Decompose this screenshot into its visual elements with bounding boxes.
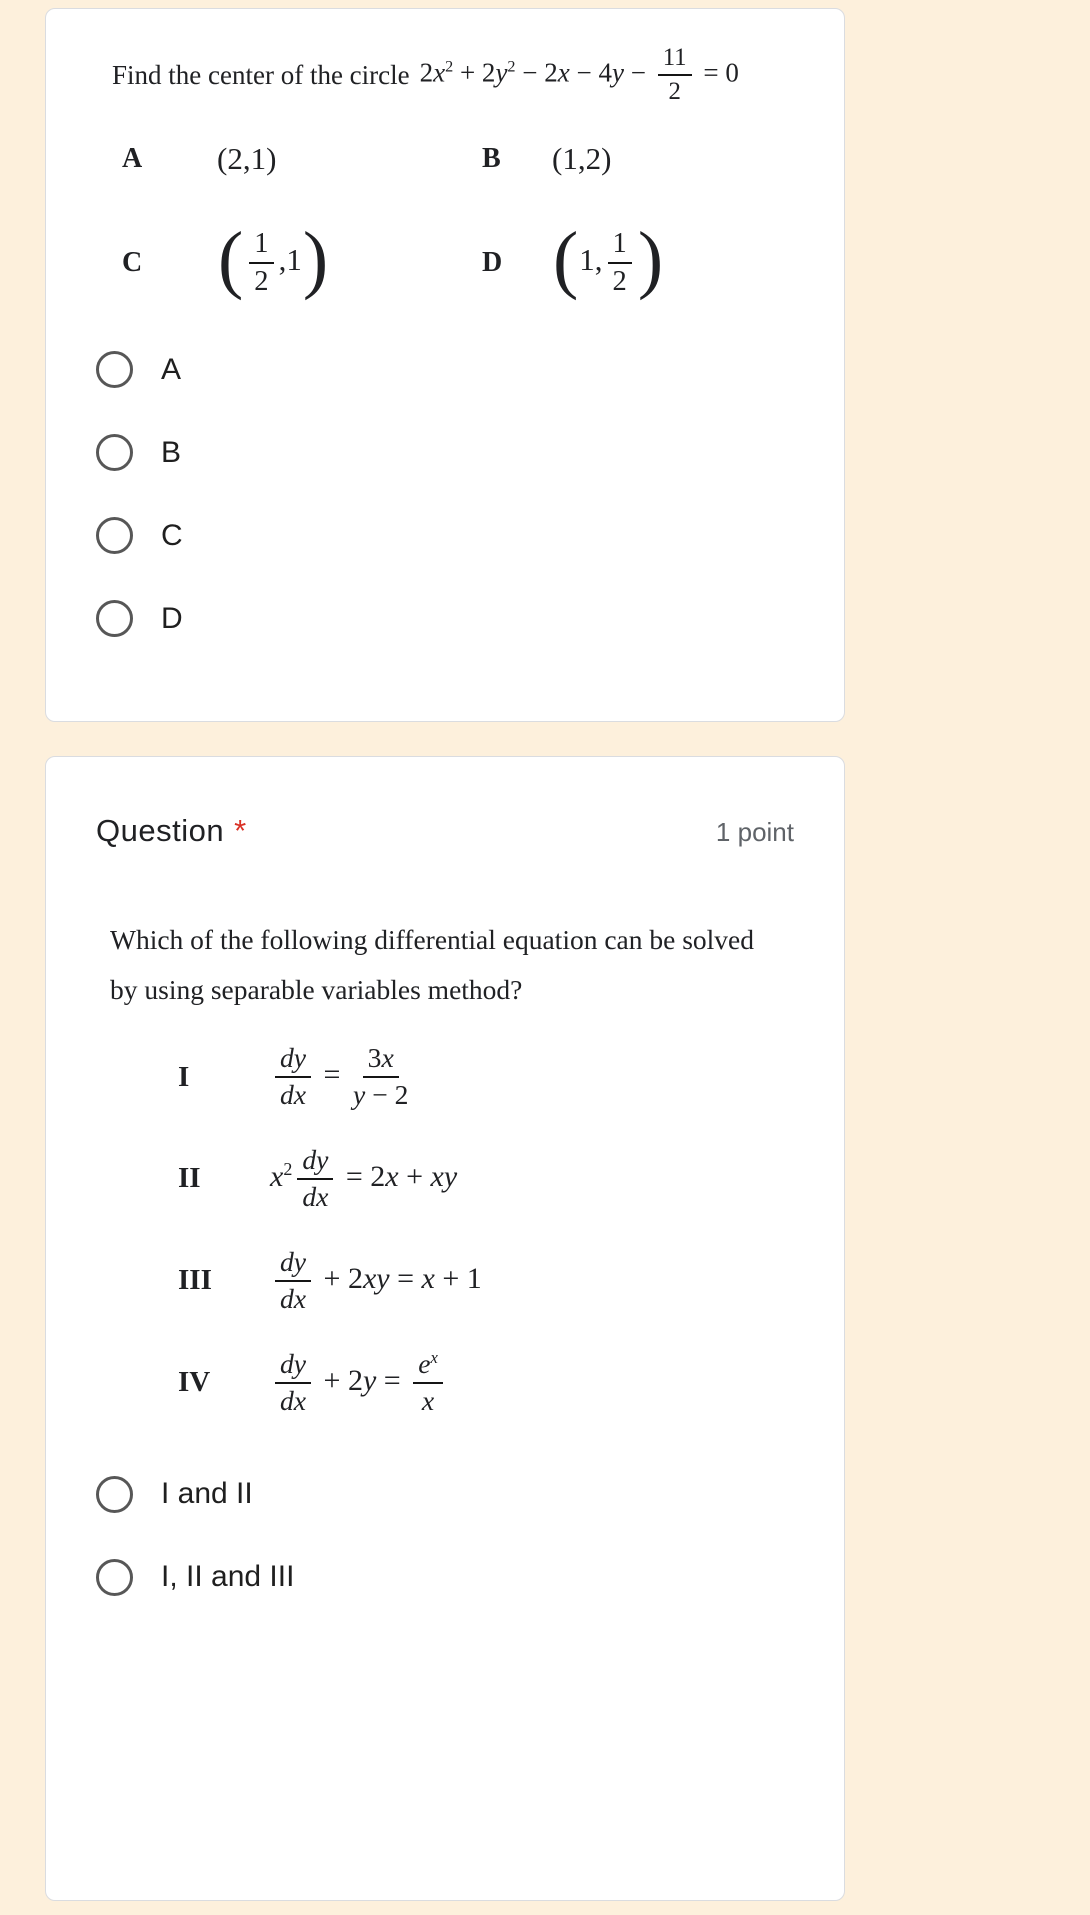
points-badge: 1 point: [715, 817, 794, 848]
radio-option-i-and-ii[interactable]: [96, 1476, 794, 1513]
radio-option-c[interactable]: [96, 517, 794, 554]
radio-button-i-ii-and-iii[interactable]: [96, 1559, 133, 1596]
statement-I: [96, 1044, 794, 1110]
statement-numeral-I: I: [178, 1060, 190, 1093]
question-1-prompt: Find the center of the circle: [112, 59, 410, 90]
question-2-radio-group: [96, 1476, 794, 1596]
radio-option-i-ii-and-iii[interactable]: [96, 1559, 794, 1596]
radio-label-b: B: [161, 435, 182, 469]
statement-II: [96, 1143, 794, 1212]
radio-option-a[interactable]: [96, 351, 794, 388]
choice-letter-a: A: [122, 143, 143, 175]
choice-value-c: ( $\frac{1}{2}$ ,1): [218, 217, 329, 302]
statement-IV: [96, 1347, 794, 1416]
required-asterisk: *: [234, 813, 247, 849]
radio-label-i-and-ii: I and II: [161, 1477, 253, 1511]
question-2-header: [96, 813, 794, 849]
statement-equation-I: $\frac{dy}{dx}$ = $\frac{3x}{y - 2}$: [270, 1044, 413, 1110]
choice-value-a: (2,1): [217, 141, 277, 177]
radio-label-a: A: [161, 352, 182, 386]
radio-button-a[interactable]: [96, 351, 133, 388]
choice-letter-b: B: [482, 143, 501, 175]
question-2-prompt-line-2: by using separable variables method?: [110, 973, 523, 1005]
radio-label-i-ii-and-iii: I, II and III: [161, 1560, 295, 1594]
circle-equation: $2x^2 + 2y^2 - 2x - 4y$ − $\frac{11}{2}$ = 0: [419, 44, 739, 106]
choice-value-d: (1, $\frac{1}{2}$ ): [553, 217, 664, 302]
statement-numeral-III: III: [178, 1264, 212, 1297]
radio-label-c: C: [161, 518, 183, 552]
radio-option-d[interactable]: [96, 600, 794, 637]
statement-numeral-II: II: [178, 1162, 201, 1195]
radio-label-d: D: [161, 601, 183, 635]
question-2-title-text: Question: [96, 813, 225, 849]
statement-numeral-IV: IV: [178, 1366, 211, 1399]
choice-grid: [122, 141, 794, 302]
radio-button-d[interactable]: [96, 600, 133, 637]
choice-letter-d: D: [482, 247, 503, 279]
radio-button-b[interactable]: [96, 434, 133, 471]
question-card-2: [45, 756, 845, 1901]
question-2-prompt-line-1: Which of the following differential equation can be solved: [110, 924, 755, 956]
radio-button-c[interactable]: [96, 517, 133, 554]
question-card-1: [45, 8, 845, 722]
statement-equation-IV: $\frac{dy}{dx}$ + 2y = $\frac{e^x}{x}$: [270, 1350, 448, 1416]
radio-option-b[interactable]: [96, 434, 794, 471]
statement-list: [96, 1044, 794, 1416]
statement-III: [96, 1245, 794, 1314]
statement-equation-II: $x^2$ $\frac{dy}{dx}$ = 2x + xy: [270, 1143, 458, 1212]
question-1-text: [112, 45, 794, 105]
radio-button-i-and-ii[interactable]: [96, 1476, 133, 1513]
choice-value-b: (1,2): [552, 141, 612, 177]
statement-equation-III: $\frac{dy}{dx}$ + 2xy = x + 1: [270, 1248, 482, 1314]
choice-letter-c: C: [122, 247, 143, 279]
question-2-title: [96, 813, 247, 849]
question-2-text: [110, 915, 794, 1014]
question-1-radio-group: [96, 351, 794, 637]
